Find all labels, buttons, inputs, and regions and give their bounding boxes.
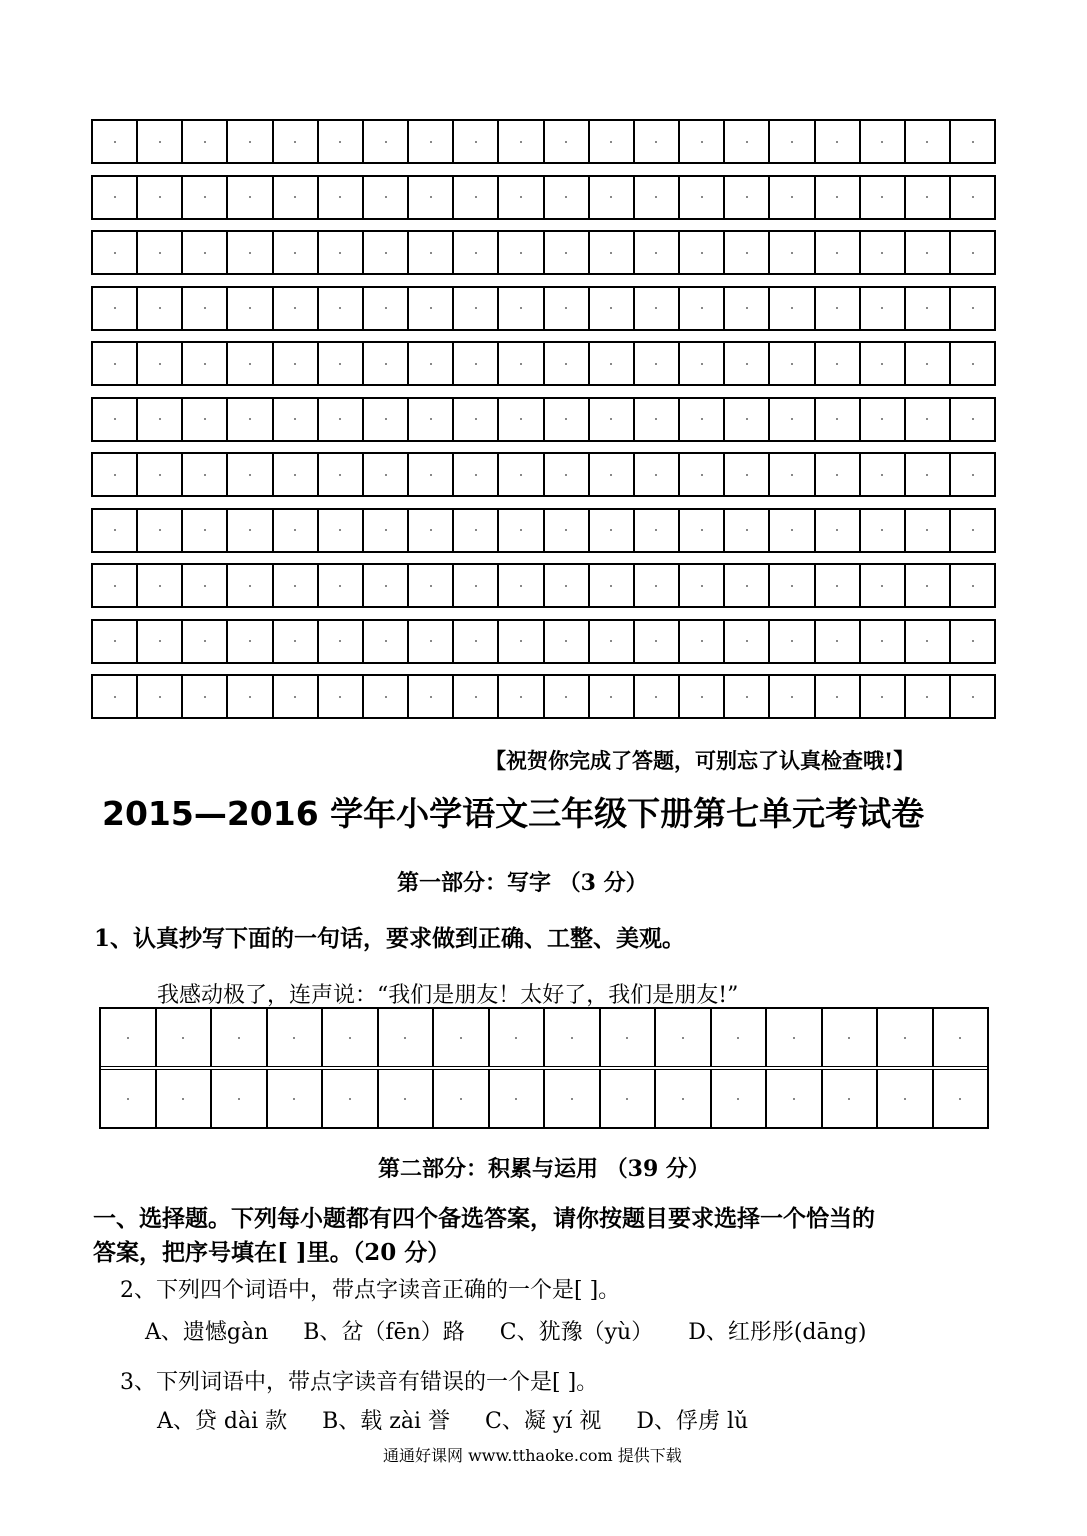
grid-cell[interactable] xyxy=(859,674,904,719)
grid-cell[interactable] xyxy=(949,175,996,220)
part1-heading: 第一部分：写字 （3 分） xyxy=(397,870,648,896)
grid-cell[interactable] xyxy=(317,175,362,220)
grid-cell[interactable] xyxy=(904,508,949,553)
grid-cell[interactable] xyxy=(859,341,904,386)
part2-heading: 第二部分：积累与运用 （39 分） xyxy=(378,1156,710,1182)
grid-cell[interactable] xyxy=(768,397,813,442)
grid-cell[interactable] xyxy=(91,674,136,719)
grid-cell[interactable] xyxy=(407,674,452,719)
grid-cell[interactable] xyxy=(814,119,859,164)
grid-cell[interactable] xyxy=(859,397,904,442)
grid-cell[interactable] xyxy=(317,397,362,442)
grid-cell[interactable] xyxy=(407,452,452,497)
grid-cell[interactable] xyxy=(904,230,949,275)
grid-cell[interactable] xyxy=(362,563,407,608)
grid-cell[interactable] xyxy=(452,397,497,442)
grid-cell[interactable] xyxy=(678,119,723,164)
grid-cell[interactable] xyxy=(362,286,407,331)
grid-cell[interactable] xyxy=(226,674,271,719)
grid-cell[interactable] xyxy=(407,619,452,664)
grid-cell[interactable] xyxy=(226,230,271,275)
grid-cell[interactable] xyxy=(91,230,136,275)
grid-cell[interactable] xyxy=(814,397,859,442)
grid-cell[interactable] xyxy=(497,175,542,220)
grid-cell[interactable] xyxy=(904,119,949,164)
grid-cell[interactable] xyxy=(452,286,497,331)
grid-cell[interactable] xyxy=(588,341,633,386)
grid-cell[interactable] xyxy=(497,341,542,386)
copy-grid-cell[interactable] xyxy=(490,1009,546,1066)
grid-cell[interactable] xyxy=(588,286,633,331)
grid-cell[interactable] xyxy=(588,674,633,719)
grid-cell[interactable] xyxy=(452,341,497,386)
copy-grid-cell[interactable] xyxy=(878,1070,934,1127)
copy-grid-cell[interactable] xyxy=(712,1070,768,1127)
q2-option-a: A、遗憾gàn xyxy=(145,1320,269,1345)
grid-cell[interactable] xyxy=(317,619,362,664)
grid-cell[interactable] xyxy=(226,397,271,442)
grid-cell[interactable] xyxy=(723,619,768,664)
grid-cell[interactable] xyxy=(814,341,859,386)
grid-cell[interactable] xyxy=(317,119,362,164)
copy-grid-cell[interactable] xyxy=(490,1070,546,1127)
grid-cell[interactable] xyxy=(272,452,317,497)
grid-cell[interactable] xyxy=(633,508,678,553)
grid-cell[interactable] xyxy=(768,674,813,719)
copy-grid-cell[interactable] xyxy=(712,1009,768,1066)
grid-cell[interactable] xyxy=(497,397,542,442)
grid-cell[interactable] xyxy=(949,674,996,719)
copy-grid-cell[interactable] xyxy=(767,1009,823,1066)
grid-cell[interactable] xyxy=(543,563,588,608)
grid-cell[interactable] xyxy=(226,563,271,608)
grid-cell[interactable] xyxy=(362,508,407,553)
copy-grid-cell[interactable] xyxy=(434,1070,490,1127)
grid-cell[interactable] xyxy=(859,619,904,664)
grid-cell[interactable] xyxy=(949,563,996,608)
grid-cell[interactable] xyxy=(904,341,949,386)
grid-cell[interactable] xyxy=(588,619,633,664)
grid-cell[interactable] xyxy=(181,230,226,275)
grid-cell[interactable] xyxy=(497,508,542,553)
q3-option-b: B、载 zài 誉 xyxy=(322,1409,451,1434)
grid-cell[interactable] xyxy=(949,452,996,497)
grid-cell[interactable] xyxy=(543,175,588,220)
grid-cell[interactable] xyxy=(91,341,136,386)
copy-grid-cell[interactable] xyxy=(545,1009,601,1066)
grid-cell[interactable] xyxy=(678,452,723,497)
grid-cell[interactable] xyxy=(588,452,633,497)
grid-cell[interactable] xyxy=(136,119,181,164)
grid-cell[interactable] xyxy=(678,674,723,719)
grid-cell[interactable] xyxy=(317,563,362,608)
grid-cell[interactable] xyxy=(768,563,813,608)
grid-cell[interactable] xyxy=(814,563,859,608)
grid-cell[interactable] xyxy=(859,452,904,497)
grid-cell[interactable] xyxy=(91,397,136,442)
copy-grid-cell[interactable] xyxy=(101,1009,157,1066)
copy-grid-cell[interactable] xyxy=(101,1070,157,1127)
grid-cell[interactable] xyxy=(588,119,633,164)
grid-cell[interactable] xyxy=(136,674,181,719)
grid-cell[interactable] xyxy=(949,341,996,386)
writing-grid xyxy=(91,119,996,730)
copy-grid-cell[interactable] xyxy=(323,1070,379,1127)
copy-grid-cell[interactable] xyxy=(656,1070,712,1127)
grid-cell[interactable] xyxy=(91,619,136,664)
copy-grid-cell[interactable] xyxy=(823,1009,879,1066)
grid-cell[interactable] xyxy=(226,286,271,331)
grid-cell[interactable] xyxy=(136,175,181,220)
copy-grid-cell[interactable] xyxy=(379,1070,435,1127)
copy-grid-cell[interactable] xyxy=(434,1009,490,1066)
grid-cell[interactable] xyxy=(452,563,497,608)
grid-cell[interactable] xyxy=(272,341,317,386)
grid-cell[interactable] xyxy=(633,563,678,608)
grid-cell[interactable] xyxy=(723,286,768,331)
grid-cell[interactable] xyxy=(91,563,136,608)
grid-cell[interactable] xyxy=(181,619,226,664)
grid-cell[interactable] xyxy=(362,619,407,664)
grid-cell[interactable] xyxy=(452,452,497,497)
grid-cell[interactable] xyxy=(633,341,678,386)
grid-cell[interactable] xyxy=(317,674,362,719)
grid-cell[interactable] xyxy=(136,286,181,331)
grid-cell[interactable] xyxy=(181,508,226,553)
grid-cell[interactable] xyxy=(181,175,226,220)
grid-row xyxy=(91,508,996,553)
question-1: 1、认真抄写下面的一句话，要求做到正确、工整、美观。 xyxy=(94,925,686,952)
q2-option-b: B、岔（fēn）路 xyxy=(303,1320,465,1345)
grid-cell[interactable] xyxy=(362,674,407,719)
grid-cell[interactable] xyxy=(859,563,904,608)
copy-sentence: 我感动极了，连声说：“我们是朋友！太好了，我们是朋友!” xyxy=(157,983,739,1008)
grid-cell[interactable] xyxy=(497,563,542,608)
grid-cell[interactable] xyxy=(678,508,723,553)
grid-cell[interactable] xyxy=(678,341,723,386)
grid-cell[interactable] xyxy=(362,119,407,164)
grid-cell[interactable] xyxy=(949,119,996,164)
grid-cell[interactable] xyxy=(768,119,813,164)
grid-row xyxy=(91,452,996,497)
grid-cell[interactable] xyxy=(272,397,317,442)
grid-cell[interactable] xyxy=(633,674,678,719)
grid-cell[interactable] xyxy=(317,341,362,386)
question-2: 2、下列四个词语中，带点字读音正确的一个是[ ]。 xyxy=(120,1278,621,1303)
grid-cell[interactable] xyxy=(678,286,723,331)
question-3-options xyxy=(157,1404,776,1435)
grid-cell[interactable] xyxy=(91,452,136,497)
grid-cell[interactable] xyxy=(949,397,996,442)
copy-grid-cell[interactable] xyxy=(379,1009,435,1066)
grid-row xyxy=(91,286,996,331)
grid-row xyxy=(91,674,996,719)
grid-cell[interactable] xyxy=(859,286,904,331)
grid-cell[interactable] xyxy=(452,230,497,275)
grid-cell[interactable] xyxy=(633,230,678,275)
grid-row xyxy=(91,175,996,220)
grid-cell[interactable] xyxy=(814,175,859,220)
grid-cell[interactable] xyxy=(768,508,813,553)
grid-cell[interactable] xyxy=(859,508,904,553)
grid-cell[interactable] xyxy=(723,397,768,442)
grid-cell[interactable] xyxy=(904,175,949,220)
grid-cell[interactable] xyxy=(181,563,226,608)
grid-cell[interactable] xyxy=(588,175,633,220)
q3-option-d: D、俘虏 lǔ xyxy=(636,1409,749,1434)
grid-cell[interactable] xyxy=(91,286,136,331)
grid-cell[interactable] xyxy=(633,397,678,442)
section1-instruction-line1: 一、选择题。下列每小题都有四个备选答案，请你按题目要求选择一个恰当的 xyxy=(93,1205,875,1232)
grid-cell[interactable] xyxy=(723,563,768,608)
grid-cell[interactable] xyxy=(136,452,181,497)
closing-note: 【祝贺你完成了答题，可别忘了认真检查哦!】 xyxy=(485,748,915,773)
grid-cell[interactable] xyxy=(407,563,452,608)
grid-row xyxy=(91,119,996,164)
grid-cell[interactable] xyxy=(497,230,542,275)
grid-cell[interactable] xyxy=(226,619,271,664)
grid-cell[interactable] xyxy=(768,230,813,275)
grid-cell[interactable] xyxy=(588,563,633,608)
copy-grid-row xyxy=(101,1009,987,1066)
grid-cell[interactable] xyxy=(723,508,768,553)
copy-grid-row xyxy=(101,1066,987,1127)
grid-cell[interactable] xyxy=(272,674,317,719)
grid-cell[interactable] xyxy=(904,619,949,664)
grid-cell[interactable] xyxy=(543,397,588,442)
grid-cell[interactable] xyxy=(136,563,181,608)
grid-cell[interactable] xyxy=(136,397,181,442)
grid-cell[interactable] xyxy=(136,619,181,664)
grid-cell[interactable] xyxy=(949,508,996,553)
grid-cell[interactable] xyxy=(814,619,859,664)
grid-cell[interactable] xyxy=(904,563,949,608)
grid-cell[interactable] xyxy=(723,452,768,497)
grid-cell[interactable] xyxy=(814,674,859,719)
exam-title: 2015—2016 学年小学语文三年级下册第七单元考试卷 xyxy=(102,794,925,833)
grid-cell[interactable] xyxy=(362,175,407,220)
grid-cell[interactable] xyxy=(272,619,317,664)
grid-cell[interactable] xyxy=(949,619,996,664)
grid-cell[interactable] xyxy=(678,619,723,664)
grid-cell[interactable] xyxy=(904,452,949,497)
copy-grid-cell[interactable] xyxy=(601,1070,657,1127)
copy-grid-cell[interactable] xyxy=(323,1009,379,1066)
copy-grid-cell[interactable] xyxy=(934,1009,988,1066)
grid-cell[interactable] xyxy=(543,286,588,331)
grid-cell[interactable] xyxy=(497,452,542,497)
grid-cell[interactable] xyxy=(543,341,588,386)
copy-grid-cell[interactable] xyxy=(767,1070,823,1127)
grid-cell[interactable] xyxy=(407,397,452,442)
grid-cell[interactable] xyxy=(452,674,497,719)
grid-cell[interactable] xyxy=(723,175,768,220)
grid-cell[interactable] xyxy=(588,508,633,553)
grid-cell[interactable] xyxy=(407,286,452,331)
grid-cell[interactable] xyxy=(814,286,859,331)
copy-grid-cell[interactable] xyxy=(212,1070,268,1127)
grid-cell[interactable] xyxy=(407,119,452,164)
grid-cell[interactable] xyxy=(543,508,588,553)
grid-cell[interactable] xyxy=(859,175,904,220)
grid-cell[interactable] xyxy=(678,397,723,442)
grid-cell[interactable] xyxy=(91,508,136,553)
grid-cell[interactable] xyxy=(136,230,181,275)
grid-cell[interactable] xyxy=(226,508,271,553)
copy-grid xyxy=(99,1007,989,1129)
grid-cell[interactable] xyxy=(633,619,678,664)
grid-cell[interactable] xyxy=(588,230,633,275)
grid-cell[interactable] xyxy=(859,230,904,275)
grid-cell[interactable] xyxy=(226,119,271,164)
question-2-options xyxy=(145,1315,894,1346)
grid-cell[interactable] xyxy=(904,286,949,331)
grid-cell[interactable] xyxy=(543,619,588,664)
grid-cell[interactable] xyxy=(768,452,813,497)
grid-cell[interactable] xyxy=(723,674,768,719)
q2-option-c: C、犹豫（yù） xyxy=(499,1320,654,1345)
grid-cell[interactable] xyxy=(226,175,271,220)
grid-cell[interactable] xyxy=(904,674,949,719)
grid-cell[interactable] xyxy=(317,508,362,553)
grid-cell[interactable] xyxy=(678,563,723,608)
copy-grid-cell[interactable] xyxy=(601,1009,657,1066)
grid-cell[interactable] xyxy=(814,230,859,275)
grid-cell[interactable] xyxy=(452,508,497,553)
grid-cell[interactable] xyxy=(633,452,678,497)
grid-cell[interactable] xyxy=(723,341,768,386)
grid-cell[interactable] xyxy=(272,563,317,608)
copy-grid-cell[interactable] xyxy=(212,1009,268,1066)
grid-cell[interactable] xyxy=(497,286,542,331)
question-3: 3、下列词语中，带点字读音有错误的一个是[ ]。 xyxy=(120,1370,599,1395)
copy-grid-cell[interactable] xyxy=(157,1009,213,1066)
grid-cell[interactable] xyxy=(497,674,542,719)
grid-cell[interactable] xyxy=(181,341,226,386)
grid-cell[interactable] xyxy=(452,619,497,664)
grid-row xyxy=(91,341,996,386)
copy-grid-cell[interactable] xyxy=(656,1009,712,1066)
q2-option-d: D、红彤彤(dāng) xyxy=(688,1320,867,1345)
copy-grid-cell[interactable] xyxy=(823,1070,879,1127)
copy-grid-cell[interactable] xyxy=(878,1009,934,1066)
grid-cell[interactable] xyxy=(317,452,362,497)
grid-cell[interactable] xyxy=(497,119,542,164)
grid-cell[interactable] xyxy=(272,175,317,220)
grid-cell[interactable] xyxy=(814,452,859,497)
grid-cell[interactable] xyxy=(723,230,768,275)
grid-cell[interactable] xyxy=(497,619,542,664)
grid-cell[interactable] xyxy=(678,175,723,220)
grid-cell[interactable] xyxy=(362,230,407,275)
grid-cell[interactable] xyxy=(91,119,136,164)
grid-cell[interactable] xyxy=(543,119,588,164)
footer-credit: 通通好课网 www.tthaoke.com 提供下载 xyxy=(383,1446,682,1465)
grid-cell[interactable] xyxy=(814,508,859,553)
grid-cell[interactable] xyxy=(272,119,317,164)
grid-cell[interactable] xyxy=(272,286,317,331)
copy-grid-cell[interactable] xyxy=(268,1009,324,1066)
q3-option-a: A、贷 dài 款 xyxy=(157,1409,288,1434)
grid-cell[interactable] xyxy=(543,452,588,497)
grid-cell[interactable] xyxy=(407,508,452,553)
copy-grid-cell[interactable] xyxy=(268,1070,324,1127)
grid-cell[interactable] xyxy=(272,230,317,275)
grid-cell[interactable] xyxy=(317,286,362,331)
grid-cell[interactable] xyxy=(452,175,497,220)
grid-cell[interactable] xyxy=(633,175,678,220)
grid-cell[interactable] xyxy=(181,674,226,719)
grid-cell[interactable] xyxy=(588,397,633,442)
grid-cell[interactable] xyxy=(543,230,588,275)
grid-cell[interactable] xyxy=(136,341,181,386)
grid-cell[interactable] xyxy=(768,175,813,220)
q3-option-c: C、凝 yí 视 xyxy=(485,1409,602,1434)
grid-cell[interactable] xyxy=(723,119,768,164)
grid-cell[interactable] xyxy=(362,397,407,442)
grid-row xyxy=(91,619,996,664)
grid-cell[interactable] xyxy=(678,230,723,275)
grid-cell[interactable] xyxy=(859,119,904,164)
grid-cell[interactable] xyxy=(904,397,949,442)
section1-instruction-line2: 答案，把序号填在[ ]里。（20 分） xyxy=(93,1239,451,1266)
grid-cell[interactable] xyxy=(181,286,226,331)
grid-cell[interactable] xyxy=(226,341,271,386)
grid-cell[interactable] xyxy=(91,175,136,220)
grid-cell[interactable] xyxy=(768,341,813,386)
grid-cell[interactable] xyxy=(181,452,226,497)
grid-cell[interactable] xyxy=(136,508,181,553)
grid-cell[interactable] xyxy=(181,397,226,442)
grid-row xyxy=(91,563,996,608)
grid-cell[interactable] xyxy=(226,452,271,497)
grid-cell[interactable] xyxy=(633,119,678,164)
grid-cell[interactable] xyxy=(407,175,452,220)
grid-cell[interactable] xyxy=(452,119,497,164)
grid-cell[interactable] xyxy=(768,619,813,664)
grid-cell[interactable] xyxy=(949,230,996,275)
grid-cell[interactable] xyxy=(768,286,813,331)
grid-cell[interactable] xyxy=(362,341,407,386)
grid-cell[interactable] xyxy=(633,286,678,331)
grid-cell[interactable] xyxy=(407,341,452,386)
grid-row xyxy=(91,397,996,442)
grid-cell[interactable] xyxy=(272,508,317,553)
grid-cell[interactable] xyxy=(317,230,362,275)
grid-row xyxy=(91,230,996,275)
grid-cell[interactable] xyxy=(407,230,452,275)
grid-cell[interactable] xyxy=(181,119,226,164)
grid-cell[interactable] xyxy=(949,286,996,331)
grid-cell[interactable] xyxy=(362,452,407,497)
copy-grid-cell[interactable] xyxy=(934,1070,988,1127)
grid-cell[interactable] xyxy=(543,674,588,719)
copy-grid-cell[interactable] xyxy=(545,1070,601,1127)
copy-grid-cell[interactable] xyxy=(157,1070,213,1127)
